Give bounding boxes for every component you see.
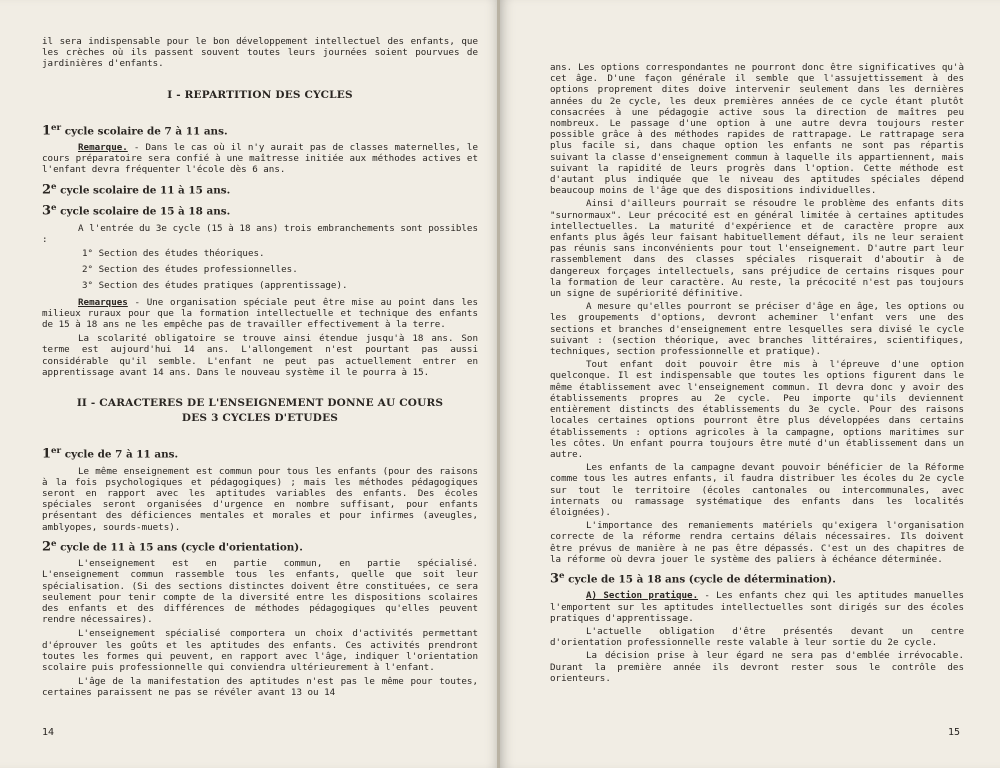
section-title-line-1: II - CARACTERES DE L'ENSEIGNEMENT DONNE AU COURS [76, 397, 444, 410]
options-paragraph: ans. Les options correspondantes ne pourront donc être significatives qu'à cet âge. D'une façon générale il semble que l'assujettissement à des options proprement dites doive intervenir seulement dans les dernières années du 2e cycle, les deux premières années de ce cycle étant plutôt consacrées à une pédagogie active sous la direction de maîtres peu nombreux. Le passage d'une option à une autre devra toujours rester possible grâce à des méthodes rapides de rattrapage. Le rattrapage sera plus facile si, dans chaque option les enfants ne sont pas répartis suivant la classe d'enseignement commun à laquelle ils appartiennent, mais suivant la rapidité de leurs progrès dans l'option. Cette méthode est d'autant plus indiquée que le niveau des aptitudes spéciales dépend beaucoup moins de l'âge que des dispositions individuelles. [550, 62, 964, 197]
cycle-heading-determination [550, 571, 964, 586]
section-title-repartition: I - REPARTITION DES CYCLES [167, 88, 353, 101]
cycle-number: 3 [550, 571, 560, 587]
decision-paragraph: La décision prise à leur égard ne sera pas d'emblée irrévocable. Durant la première année ils devront rester sous le contrôle des orienteurs. [550, 650, 964, 684]
intro-paragraph: il sera indispensable pour le bon développement intellectuel des enfants, que les crèches où ils passent souvent toutes leurs journées soient pourvues de jardinières d'enfants. [42, 36, 478, 70]
cycle-heading-1 [42, 123, 478, 138]
cycle-number: 2 [42, 182, 52, 198]
section-pratique-lead: A) Section pratique. [586, 590, 699, 602]
cycle-title: cycle scolaire de 7 à 11 ans. [61, 125, 228, 138]
section-list-item: 2° Section des études professionnelles. [82, 264, 298, 276]
cycle-title: cycle de 15 à 18 ans (cycle de détermination). [564, 573, 836, 586]
remarks-paragraph [42, 297, 478, 331]
cycle-superscript: e [559, 570, 565, 581]
cycle-title: cycle de 7 à 11 ans. [61, 448, 179, 461]
page-number: 15 [947, 727, 960, 738]
orientation-paragraph-1: L'enseignement est en partie commun, en partie spécialisé. L'enseignement commun rassemble tous les enfants, quelle que soit leur spécialisation. (Si des sections distinctes doivent être constituées, ce sera seulement pour tenir compte de la diversité entre les dispositions scolaires des enfants et des différences de méthodes pédagogiques qu'elles peuvent rendre nécessaires). [42, 558, 478, 626]
section-title-caracteres [42, 396, 478, 426]
first-cycle-paragraph: Le même enseignement est commun pour tous les enfants (pour des raisons à la fois psychologiques et pédagogiques) ; mais les méthodes pédagogiques seront en rapport avec les aptitudes variables des enfants. Des écoles spéciales seront organisées d'urgence en nombre suffisant, pour enfants présentant des déficiences mentales et morales et pour infirmes (aveugles, amblyopes, sourds-muets). [42, 465, 478, 533]
scolarite-paragraph: La scolarité obligatoire se trouve ainsi étendue jusqu'à 18 ans. Son terme est aujourd'hui 14 ans. L'allongement n'est pourtant pas aussi considérable qu'il semble. L'enfant ne peut pas actuellement entrer en apprentissage avant 14 ans. Dans le nouveau système il le pourra à 15. [42, 333, 478, 378]
page-number: 14 [42, 727, 55, 738]
cycle-superscript: e [51, 203, 57, 214]
epreuve-paragraph: Tout enfant doit pouvoir être mis à l'épreuve d'une option quelconque. Il est indispensable que toutes les options figurent dans le même établissement avec l'enseignement commun. Il devra donc y avoir des établissements propres au 2e cycle. Peu importe qu'ils deviennent entièrement distincts des établissements du 3e cycle. Pour des raisons locales certaines options pourront être plus développées dans certains établissements : options agricoles à la campagne, options maritimes sur les côtes. Un enfant pourra toujours être muté d'un établissement dans un autre. [550, 359, 964, 460]
section-list-item: 1° Section des études théoriques. [82, 248, 265, 260]
orientation-paragraph-3: L'âge de la manifestation des aptitudes n'est pas le même pour toutes, certaines paraissent ne pas se révéler avant 13 ou 14 [42, 676, 478, 699]
cycle-title: cycle scolaire de 15 à 18 ans. [56, 205, 231, 218]
cycle-heading-s2-2 [42, 539, 478, 554]
remaniements-paragraph: L'importance des remaniements matériels qu'exigera l'organisation correcte de la réforme rendra certains délais nécessaires. Ils doivent être prévus de manière à ne pas être dépassés. C'est un des chapitres de la réforme où devra jouer le système des paliers à échéance déterminée. [550, 520, 964, 565]
cycle-heading-s2-1 [42, 446, 478, 461]
obligation-paragraph: L'actuelle obligation d'être présentés devant un centre d'orientation professionnelle reste valable à leur sortie du 2e cycle. [550, 626, 964, 649]
cycle-superscript: e [51, 181, 57, 192]
cycle-heading-3 [42, 203, 478, 218]
remark-paragraph-1 [42, 142, 478, 176]
remark-text: - Dans le cas où il n'y aurait pas de classes maternelles, le cours préparatoire sera confié à une maîtresse initiée aux méthodes actives et l'enfant devra fréquenter l'école dès 6 ans. [42, 142, 478, 176]
section-list-item: 3° Section des études pratiques (apprentissage). [82, 280, 348, 292]
surnormaux-paragraph: Ainsi d'ailleurs pourrait se résoudre le problème des enfants dits "surnormaux". Leur précocité est en général limitée à certaines aptitudes intellectuelles. La maturité d'expérience et de caractère propre aux enfants plus âgés leur faisant habituellement défaut, ils ne leur seraient pas réunis sans inconvénients pour tout l'enseignement. D'autre part leur rassemblement dans des classes spéciales risquerait d'aboutir à de dangereux forçages intellectuels, sans préjudice de certains risques pour la formation de leur caractère. Au reste, la précocité n'est pas toujours un signe de supériorité définitive. [550, 198, 964, 300]
section-title-line-2: DES 3 CYCLES D'ETUDES [181, 412, 339, 425]
cycle-superscript: e [51, 538, 57, 549]
cycle-number: 3 [42, 203, 52, 219]
cycle-number: 1 [42, 446, 52, 462]
remarks-lead: Remarques [78, 296, 128, 308]
section-pratique-text: - Les enfants chez qui les aptitudes manuelles l'emportent sur les aptitudes intellectuelles sont dirigés sur des écoles pratiques d'apprentissage. [550, 590, 964, 624]
cycle-title: cycle scolaire de 11 à 15 ans. [56, 184, 231, 197]
right-page [500, 0, 1000, 768]
third-cycle-intro: A l'entrée du 3e cycle (15 à 18 ans) trois embranchements sont possibles : [42, 222, 478, 245]
cycle-number: 2 [42, 539, 52, 555]
campagne-paragraph: Les enfants de la campagne devant pouvoir bénéficier de la Réforme comme tous les autres enfants, il faudra distribuer les écoles du 2e cycle sur tout le territoire (écoles cantonales ou intercommunales, avec internats ou ramassage systématique des enfants dans les localités éloignées). [550, 462, 964, 518]
cycle-heading-2 [42, 182, 478, 197]
remarks-text: - Une organisation spéciale peut être mise au point dans les milieux ruraux pour que la formation intellectuelle et technique des enfants de 15 à 18 ans ne les empêche pas de travailler effectivement à la terre. [42, 296, 478, 331]
cycle-title: cycle de 11 à 15 ans (cycle d'orientation). [56, 541, 303, 554]
cycle-superscript: er [51, 446, 62, 457]
section-pratique-paragraph [550, 590, 964, 624]
remark-lead: Remarque. [78, 142, 128, 154]
cycle-number: 1 [42, 123, 52, 139]
orientation-paragraph-2: L'enseignement spécialisé comportera un choix d'activités permettant d'éprouver les goûts et les aptitudes des enfants. Ces activités prendront toutes les formes qui peuvent, en rapport avec l'âge, indiquer l'orientation scolaire puis professionnelle qui conviendra ultérieurement à l'enfant. [42, 628, 478, 674]
groupements-paragraph: A mesure qu'elles pourront se préciser d'âge en âge, les options ou les groupements d'options, devront acheminer l'enfant vers une des sections et branches d'enseignement entre lesquelles sera divisé le cycle suivant : (section théorique, avec branches littéraires, scientifiques, techniques, section professionnelle et pratique). [550, 301, 964, 358]
cycle-superscript: er [51, 122, 62, 133]
